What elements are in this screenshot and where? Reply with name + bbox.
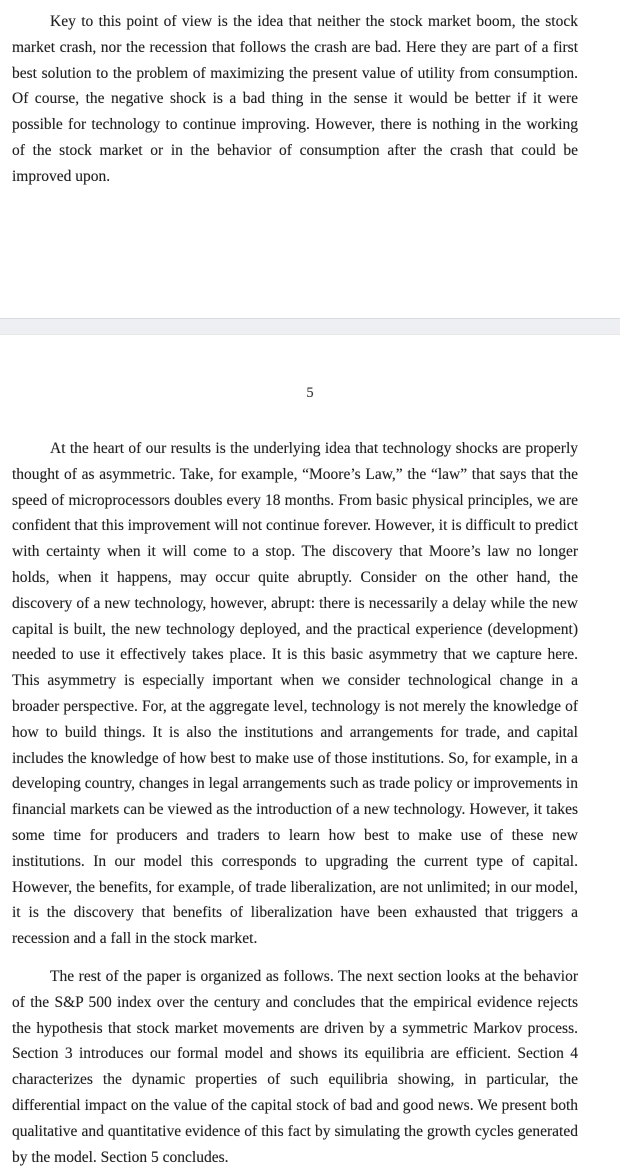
paragraph: At the heart of our results is the underlying idea that technology shocks are properly thought of as asymmetric. Take, for example, “Moore’s Law,” the “law” that says that the speed of microprocessors doubles every 18 months. From basic physical principles, we are confident that this improvement will not continue forever. However, it is difficult to predict with certainty when it will come to a stop. The discovery that Moore’s law no longer holds, when it happens, may occur quite abruptly. Consider on the other hand, the discovery of a new technology, however, abrupt: there is necessarily a delay while the new capital is built, the new technology deployed, and the practical experience (development) needed to use it effectively takes place. It is this basic asymmetry that we capture here. This asymmetry is especially important when we consider technological change in a broader perspective. For, at the aggregate level, technology is not merely the knowledge of how to build things. It is also the institutions and arrangements for trade, and capital includes the knowledge of how best to make use of those institutions. So, for example, in a developing country, changes in legal arrangements such as trade policy or improvements in financial markets can be viewed as the introduction of a new technology. However, it takes some time for producers and traders to learn how best to make use of these new institutions. In our model this corresponds to upgrading the current type of capital. However, the benefits, for example, of trade liberalization, are not unlimited; in our model, it is the discovery that benefits of liberalization have been exhausted that triggers a recession and a fall in the stock market. <box>12 440 578 948</box>
paragraph: Key to this point of view is the idea that neither the stock market boom, the stock market crash, nor the recession that follows the crash are bad. Here they are part of a first best solution to the problem of maximizing the present value of utility from consumption. Of course, the negative shock is a bad thing in the sense it would be better if it were possible for technology to continue improving. However, there is nothing in the working of the stock market or in the behavior of consumption after the crash that could be improved upon. <box>12 13 578 185</box>
page-separator <box>0 318 620 335</box>
page-previous-bottom <box>0 0 620 318</box>
page-current <box>0 335 620 1171</box>
paragraph: The rest of the paper is organized as follows. The next section looks at the behavior of the S&P 500 index over the century and concludes that the empirical evidence rejects the hypothesis that stock market movements are driven by a symmetric Markov process. Section 3 introduces our formal model and shows its equilibria are efficient. Section 4 characterizes the dynamic properties of such equilibria showing, in particular, the differential impact on the value of the capital stock of bad and good news. We present both qualitative and quantitative evidence of this fact by simulating the growth cycles generated by the model. Section 5 concludes. <box>12 967 578 1166</box>
page-previous-text-column <box>0 9 620 190</box>
page-current-text-column <box>0 436 620 1170</box>
page-number: 5 <box>306 385 314 401</box>
